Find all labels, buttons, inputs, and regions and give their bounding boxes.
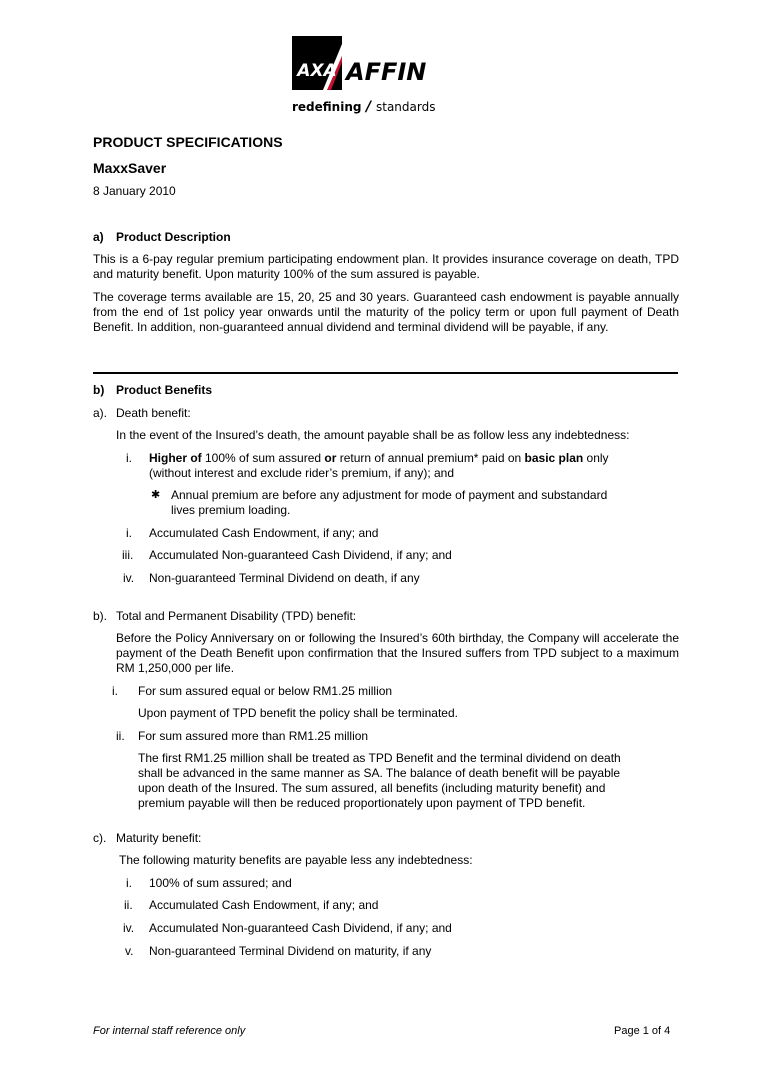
axa-affin-logo [290, 34, 450, 118]
death-item3-number: iii. [122, 548, 134, 562]
tpd-benefit-number: b). [93, 609, 108, 623]
logo-tagline-a: redefining [292, 100, 362, 114]
section-b-heading: Product Benefits [116, 383, 213, 397]
logo-graphic [290, 34, 450, 118]
maturity-item2-number: ii. [124, 898, 133, 912]
asterisk-bullet-icon: ✱ [151, 489, 161, 501]
maturity-item2-text: Accumulated Cash Endowment, if any; and [149, 898, 379, 912]
death-item1-bold-higher: Higher of [149, 451, 202, 465]
death-item1-number: i. [126, 451, 132, 465]
logo-brand1: AXA [297, 61, 337, 81]
premium-note-line2: lives premium loading. [171, 503, 291, 517]
tpd-item2-number: ii. [116, 729, 125, 743]
death-item1-text [149, 451, 609, 466]
section-a-number: a) [93, 230, 104, 244]
maturity-item3-text: Accumulated Non-guaranteed Cash Dividend, if any; and [149, 921, 452, 935]
document-title: PRODUCT SPECIFICATIONS [93, 134, 283, 150]
tpd-item2-detail-line2: shall be advanced in the same manner as SA. The balance of death benefit will be payable [138, 766, 621, 780]
section-a-heading: Product Description [116, 230, 231, 244]
logo-tagline-b: standards [376, 100, 436, 114]
logo-brand2: AFFIN [346, 58, 427, 86]
tpd-item2-text: For sum assured more than RM1.25 million [138, 729, 369, 743]
tpd-item1-detail: Upon payment of TPD benefit the policy shall be terminated. [138, 706, 458, 720]
product-description-para1: This is a 6-pay regular premium participating endowment plan. It provides insurance coverage on death, TPD and maturity benefit. Upon maturity 100% of the sum assured is payable. [93, 252, 679, 281]
logo-tagline-sep: / [366, 99, 372, 115]
product-description-para2: The coverage terms available are 15, 20, 25 and 30 years. Guaranteed cash endowment is payable annually from the end of 1st policy year onwards until the maturity of the policy term or upon full payment of Death Benefit. In addition, non-guaranteed annual dividend and terminal dividend will be payable, if any. [93, 290, 679, 334]
maturity-item4-text: Non-guaranteed Terminal Dividend on maturity, if any [149, 944, 432, 958]
product-name: MaxxSaver [93, 160, 167, 176]
tpd-item1-number: i. [112, 684, 118, 698]
death-item1-bold-basic-plan: basic plan [524, 451, 584, 465]
death-item2-number: i. [126, 526, 132, 540]
tpd-item2-detail-line1: The first RM1.25 million shall be treated as TPD Benefit and the terminal dividend on death [138, 751, 621, 765]
maturity-intro: The following maturity benefits are payable less any indebtedness: [119, 853, 473, 867]
death-item1-seg4: return of annual premium* paid on [336, 451, 525, 465]
maturity-item4-number: v. [125, 944, 134, 958]
maturity-benefit-title: Maturity benefit: [116, 831, 202, 845]
death-item1-seg6: only [583, 451, 609, 465]
death-benefit-number: a). [93, 406, 108, 420]
tpd-item2-detail-line3: upon death of the Insured. The sum assured, all benefits (including maturity benefit) and [138, 781, 606, 795]
death-item4-number: iv. [123, 571, 135, 585]
death-item1-bold-or: or [324, 451, 337, 465]
section-divider [93, 372, 678, 374]
footer-note: For internal staff reference only [93, 1025, 246, 1037]
section-b-number: b) [93, 383, 105, 397]
maturity-item3-number: iv. [123, 921, 135, 935]
death-benefit-intro: In the event of the Insured’s death, the amount payable shall be as follow less any indebtedness: [116, 428, 630, 442]
document-date: 8 January 2010 [93, 184, 176, 198]
death-item4-text: Non-guaranteed Terminal Dividend on death, if any [149, 571, 420, 585]
maturity-benefit-number: c). [93, 831, 107, 845]
premium-note-line1: Annual premium are before any adjustment for mode of payment and substandard [171, 488, 608, 502]
death-item3-text: Accumulated Non-guaranteed Cash Dividend, if any; and [149, 548, 452, 562]
death-benefit-title: Death benefit: [116, 406, 191, 420]
death-item1-seg2: 100% of sum assured [201, 451, 325, 465]
page-number: Page 1 of 4 [614, 1025, 671, 1037]
maturity-item1-number: i. [126, 876, 132, 890]
tpd-item1-text: For sum assured equal or below RM1.25 million [138, 684, 393, 698]
tpd-benefit-title: Total and Permanent Disability (TPD) benefit: [116, 609, 357, 623]
tpd-intro: Before the Policy Anniversary on or following the Insured’s 60th birthday, the Company will accelerate the payment of the Death Benefit upon confirmation that the Insured suffers from TPD subject to a maximum RM 1,250,000 per life. [116, 631, 679, 675]
death-item2-text: Accumulated Cash Endowment, if any; and [149, 526, 379, 540]
death-item1-line2: (without interest and exclude rider’s premium, if any); and [149, 466, 455, 480]
tpd-item2-detail-line4: premium payable will then be reduced proportionately upon payment of TPD benefit. [138, 796, 586, 810]
maturity-item1-text: 100% of sum assured; and [149, 876, 292, 890]
